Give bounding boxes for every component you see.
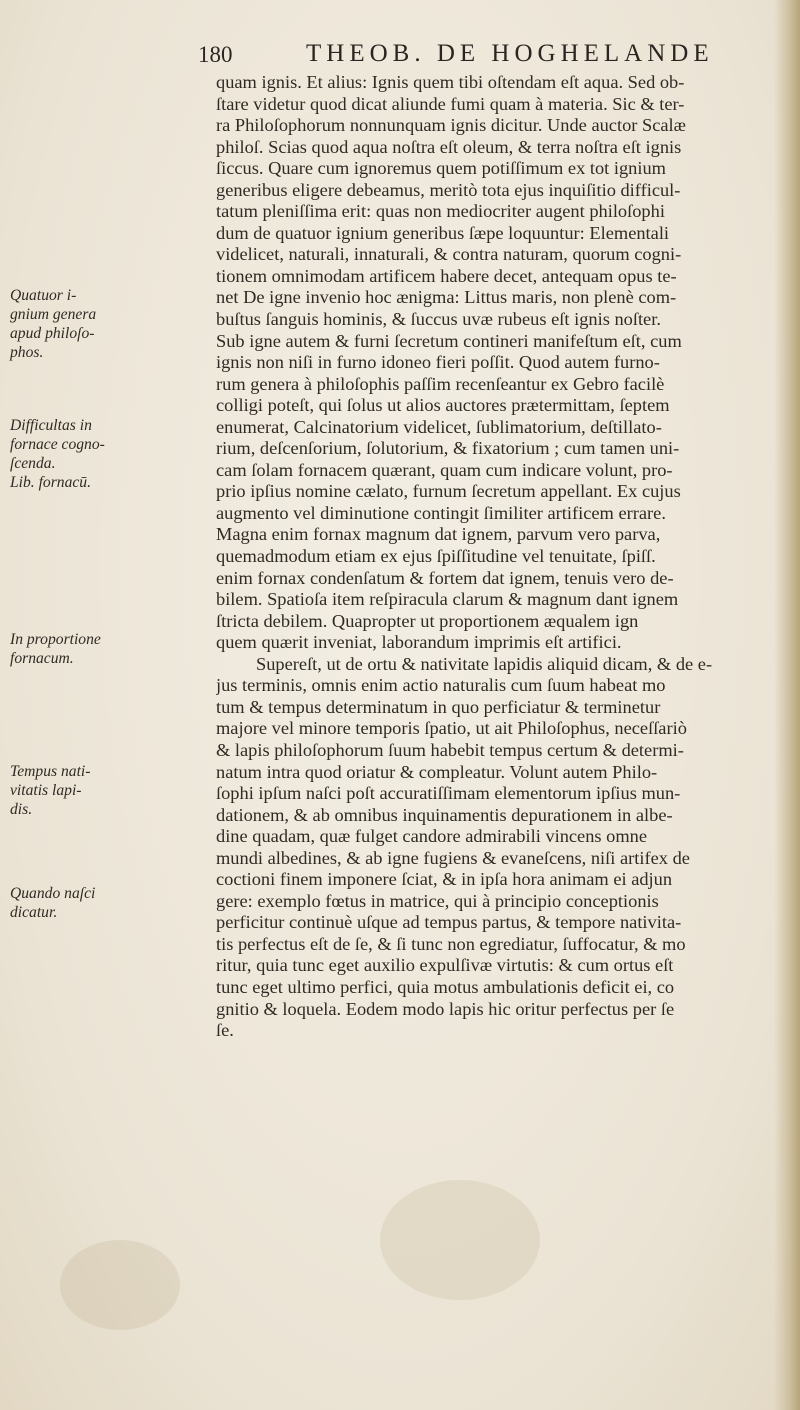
margin-note-line: ſcenda. xyxy=(10,455,56,472)
page-number: 180 xyxy=(198,42,233,67)
text-line: ſtricta debilem. Quapropter ut proportionem æqualem ign xyxy=(216,610,639,631)
margin-note-line: dis. xyxy=(10,801,33,818)
text-line: tionem omnimodam artificem habere decet, antequam opus te- xyxy=(216,265,677,286)
text-line: ſophi ipſum naſci poſt accuratiſſimam elementorum ipſius mun- xyxy=(216,783,681,804)
text-line: generibus eligere debeamus, meritò tota ejus inquiſitio difficul- xyxy=(216,179,681,200)
margin-note-line: Quatuor i- xyxy=(10,287,77,304)
text-line: prio ipſius nomine cælato, furnum ſecretum appellant. Ex cujus xyxy=(216,481,681,502)
margin-note-line: fornacum. xyxy=(10,650,74,667)
text-line: net De igne invenio hoc ænigma: Littus maris, non plenè com- xyxy=(216,287,677,308)
text-line: jus terminis, omnis enim actio naturalis cum ſuum habeat mo xyxy=(216,675,666,696)
text-line: bilem. Spatioſa item reſpiracula clarum & magnum dant ignem xyxy=(216,589,679,610)
running-head: THEOB. DE HOGHELANDE xyxy=(306,40,714,67)
text-line: Sub igne autem & furni ſecretum contineri manifeſtum eſt, cum xyxy=(216,330,682,351)
margin-note-furnace-difficulty xyxy=(10,416,190,492)
margin-note-furnace-proportion xyxy=(10,630,190,668)
text-line: enim fornax condenſatum & fortem dat ignem, tenuis vero de- xyxy=(216,567,674,588)
margin-note-line: fornace cogno- xyxy=(10,436,105,453)
margin-note-line: Tempus nati- xyxy=(10,763,91,780)
text-line xyxy=(216,1042,800,1064)
text-line: colligi poteſt, qui ſolus ut alios auctores prætermittam, ſeptem xyxy=(216,395,670,416)
text-line: rum genera à philoſophis paſſim recenſeantur ex Gebro facilè xyxy=(216,373,665,394)
text-line: majore vel minore temporis ſpatio, ut ait Philoſophus, neceſſariò xyxy=(216,718,687,739)
text-line: & lapis philoſophorum ſuum habebit tempus certum & determi- xyxy=(216,739,684,760)
text-line: Magna enim fornax magnum dat ignem, parvum vero parva, xyxy=(216,524,661,545)
margin-note-line: vitatis lapi- xyxy=(10,782,82,799)
text-line: ignis non niſi in furno idoneo fieri poſſit. Quod autem furno- xyxy=(216,352,660,373)
text-line: ſiccus. Quare cum ignoremus quem potiſſimum ex tot ignium xyxy=(216,158,666,179)
text-line: perficitur continuè uſque ad tempus partus, & tempore nativita- xyxy=(216,912,682,933)
paper-stain xyxy=(60,1240,180,1330)
margin-note-line: gnium genera xyxy=(10,306,97,323)
margin-note-line: Lib. fornacū. xyxy=(10,474,92,491)
body-text xyxy=(216,72,800,1063)
margin-note-fire-types xyxy=(10,286,190,362)
margin-note-line: Quando naſci xyxy=(10,885,96,902)
text-line: quam ignis. Et alius: Ignis quem tibi oſtendam eſt aqua. Sed ob- xyxy=(216,72,685,92)
text-line: gere: exemplo fœtus in matrice, qui à principio conceptionis xyxy=(216,890,659,911)
text-line: buſtus ſanguis hominis, & ſuccus uvæ rubeus eſt ignis noſter. xyxy=(216,309,661,330)
margin-note-when-born xyxy=(10,884,190,922)
margin-note-line: apud philoſo- xyxy=(10,325,95,342)
text-line: tis perfectus eſt de ſe, & ſi tunc non egrediatur, ſuffocatur, & mo xyxy=(216,933,686,954)
text-line: philoſ. Scias quod aqua noſtra eſt oleum, & terra noſtra eſt ignis xyxy=(216,136,682,157)
margin-note-line: Difficultas in xyxy=(10,417,92,434)
text-line: mundi albedines, & ab igne fugiens & evaneſcens, niſi artifex de xyxy=(216,847,690,868)
text-line: tum & tempus determinatum in quo perficiatur & terminetur xyxy=(216,696,661,717)
text-line: dationem, & ab omnibus inquinamentis depurationem in albe- xyxy=(216,804,673,825)
text-line: coctioni finem imponere ſciat, & in ipſa hora animam ei adjun xyxy=(216,869,673,890)
text-line: augmento vel diminutione contingit ſimiliter artificem errare. xyxy=(216,502,666,523)
paper-stain xyxy=(380,1180,540,1300)
text-line: tunc eget ultimo perfici, quia motus ambulationis deficit ei, co xyxy=(216,976,675,997)
text-line: rium, deſcenſorium, ſolutorium, & fixatorium ; cum tamen uni- xyxy=(216,438,680,459)
text-line: ra Philoſophorum nonnunquam ignis dicitur. Unde auctor Scalæ xyxy=(216,115,686,136)
text-line: natum intra quod oriatur & compleatur. Volunt autem Philo- xyxy=(216,761,658,782)
text-line: Supereſt, ut de ortu & nativitate lapidis aliquid dicam, & de e- xyxy=(256,653,713,674)
text-line: ſe. xyxy=(216,1020,234,1041)
text-line: dine quadam, quæ fulget candore admirabili vincens omne xyxy=(216,826,648,847)
margin-note-line: dicatur. xyxy=(10,904,58,921)
text-line: gnitio & loquela. Eodem modo lapis hic oritur perfectus per ſe xyxy=(216,998,675,1019)
margin-note-stone-birth-time xyxy=(10,762,190,819)
text-line: enumerat, Calcinatorium videlicet, ſublimatorium, deſtillato- xyxy=(216,416,662,437)
margin-note-line: In proportione xyxy=(10,631,101,648)
text-line: cam ſolam fornacem quærant, quam cum indicare volunt, pro- xyxy=(216,459,673,480)
text-line: tatum pleniſſima erit: quas non mediocriter augent philoſophi xyxy=(216,201,665,222)
text-line: quem quærit inveniat, laborandum imprimis eſt artifici. xyxy=(216,632,622,653)
text-line: quemadmodum etiam ex ejus ſpiſſitudine vel tenuitate, ſpiſſ. xyxy=(216,546,656,567)
text-line: ritur, quia tunc eget auxilio expulſivæ virtutis: & cum ortus eſt xyxy=(216,955,674,976)
text-line: ſtare videtur quod dicat aliunde fumi quam à materia. Sic & ter- xyxy=(216,93,685,114)
text-line: videlicet, naturali, innaturali, & contra naturam, quorum cogni- xyxy=(216,244,682,265)
margin-note-line: phos. xyxy=(10,344,44,361)
text-line: dum de quatuor ignium generibus ſæpe loquuntur: Elementali xyxy=(216,222,670,243)
